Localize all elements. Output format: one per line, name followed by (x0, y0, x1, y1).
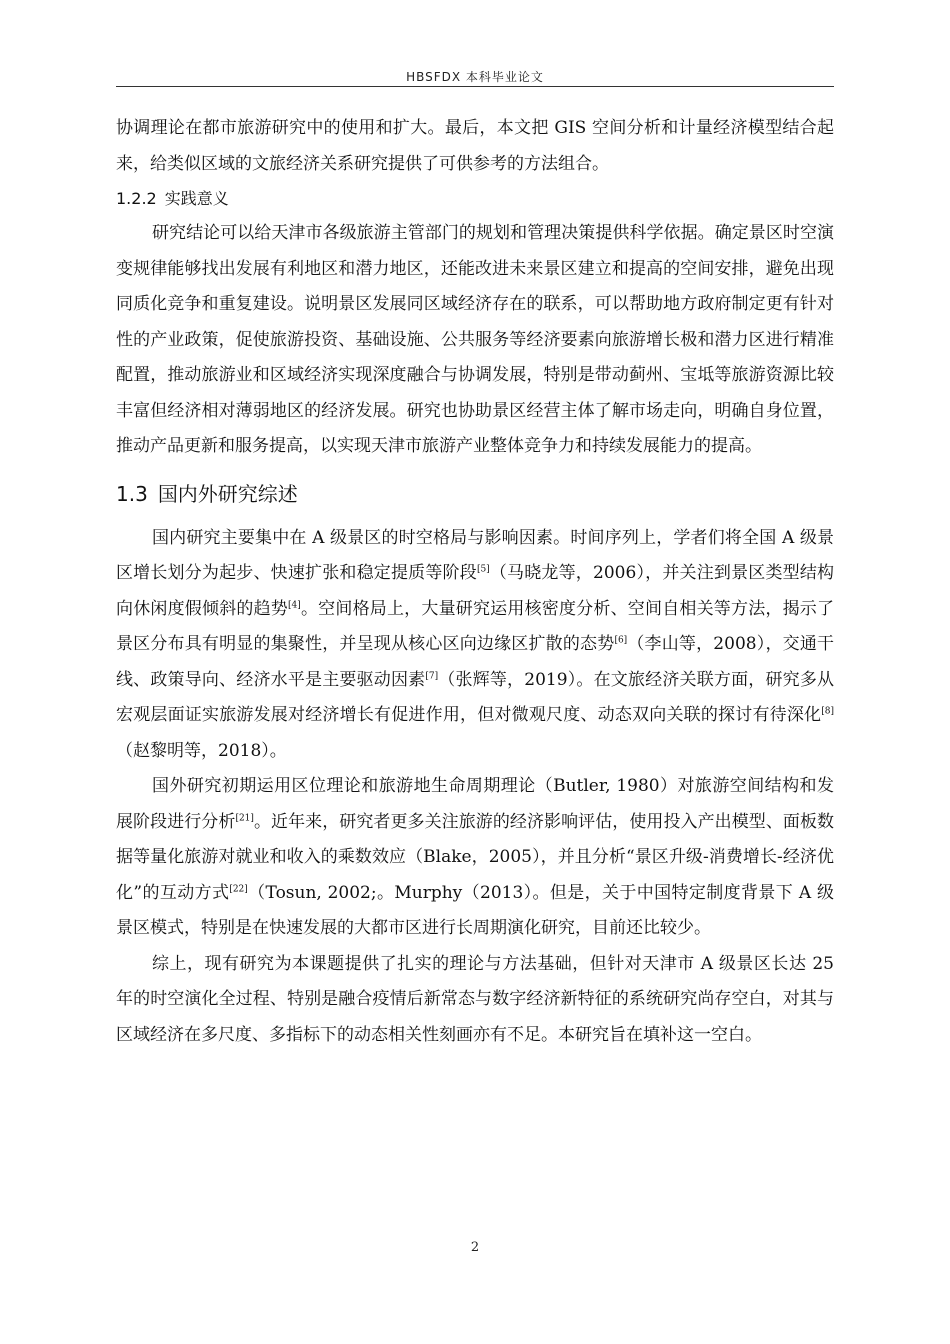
citation-ref: [21] (235, 812, 254, 823)
section-heading-1-2-2 (116, 182, 834, 216)
text-run: （马晓龙等，2006），并关注到景区类型结构向休闲度假倾斜的趋势 (116, 563, 835, 619)
paragraph-foreign-research (116, 769, 834, 947)
header-rule (116, 86, 834, 87)
text-run: 国内研究主要集中在 A 级景区的时空格局与影响因素。时间序列上，学者们将全国 A 级景区增长划分为起步、快速扩张和稳定提质等阶段 (116, 527, 834, 583)
text-run: 国外研究初期运用区位理论和旅游地生命周期理论（Butler, 1980）对旅游空间结构和发展阶段进行分析 (116, 776, 834, 832)
section-heading-1-3 (116, 465, 834, 521)
citation-ref: [5] (476, 564, 490, 575)
paragraph-domestic-research (116, 521, 834, 770)
text-run: （Tosun, 2002;。Murphy（2013）。但是，关于中国特定制度背景下 A 级景区模式，特别是在快速发展的大都市区进行长周期演化研究，目前还比较少。 (116, 882, 834, 938)
running-header: HBSFDX 本科毕业论文 (406, 70, 544, 84)
paragraph-practical-significance: 研究结论可以给天津市各级旅游主管部门的规划和管理决策提供科学依据。确定景区时空演变规律能够找出发展有利地区和潜力地区，还能改进未来景区建立和提高的空间安排，避免出现同质化竞争和重复建设。说明景区发展同区域经济存在的联系，可以帮助地方政府制定更有针对性的产业政策，促使旅游投资、基础设施、公共服务等经济要素向旅游增长极和潜力区进行精准配置，推动旅游业和区域经济实现深度融合与协调发展，特别是带动蓟州、宝坻等旅游资源比较丰富但经济相对薄弱地区的经济发展。研究也协助景区经营主体了解市场走向，明确自身位置，推动产品更新和服务提高，以实现天津市旅游产业整体竞争力和持续发展能力的提高。 (116, 223, 834, 456)
paragraph-summary: 综上，现有研究为本课题提供了扎实的理论与方法基础，但针对天津市 A 级景区长达 25 年的时空演化全过程、特别是融合疫情后新常态与数字经济新特征的系统研究尚存空白，对其与区域经济在多尺度、多指标下的动态相关性刻画亦有不足。本研究旨在填补这一空白。 (116, 953, 834, 1045)
text-run: （李山等，2008），交通干线、政策导向、经济水平是主要驱动因素 (116, 634, 835, 690)
citation-ref: [6] (614, 635, 628, 646)
page-body (116, 111, 834, 1053)
page-number: 2 (470, 1240, 480, 1255)
section-number: 1.2.2 (116, 189, 157, 208)
section-title: 国内外研究综述 (157, 481, 298, 506)
citation-ref: [7] (425, 670, 439, 681)
section-number: 1.3 (116, 481, 148, 506)
citation-ref: [4] (288, 599, 301, 610)
section-title: 实践意义 (164, 189, 229, 208)
text-run: 。空间格局上，大量研究运用核密度分析、空间自相关等方法，揭示了景区分布具有明显的集聚性，并呈现从核心区向边缘区扩散的态势 (116, 598, 835, 654)
text-run: 。近年来，研究者更多关注旅游的经济影响评估，使用投入产出模型、面板数据等量化旅游对就业和收入的乘数效应（Blake，2005），并且分析“景区升级-消费增长-经济优化”的互动方式 (116, 811, 835, 903)
citation-ref: [22] (229, 883, 248, 894)
text-run: （赵黎明等，2018）。 (116, 740, 287, 761)
paragraph-continued: 协调理论在都市旅游研究中的使用和扩大。最后，本文把 GIS 空间分析和计量经济模型结合起来，给类似区域的文旅经济关系研究提供了可供参考的方法组合。 (116, 118, 834, 174)
citation-ref: [8] (821, 706, 834, 717)
text-run: （张辉等，2019）。在文旅经济关联方面，研究多从宏观层面证实旅游发展对经济增长有促进作用，但对微观尺度、动态双向关联的探讨有待深化 (116, 669, 835, 725)
